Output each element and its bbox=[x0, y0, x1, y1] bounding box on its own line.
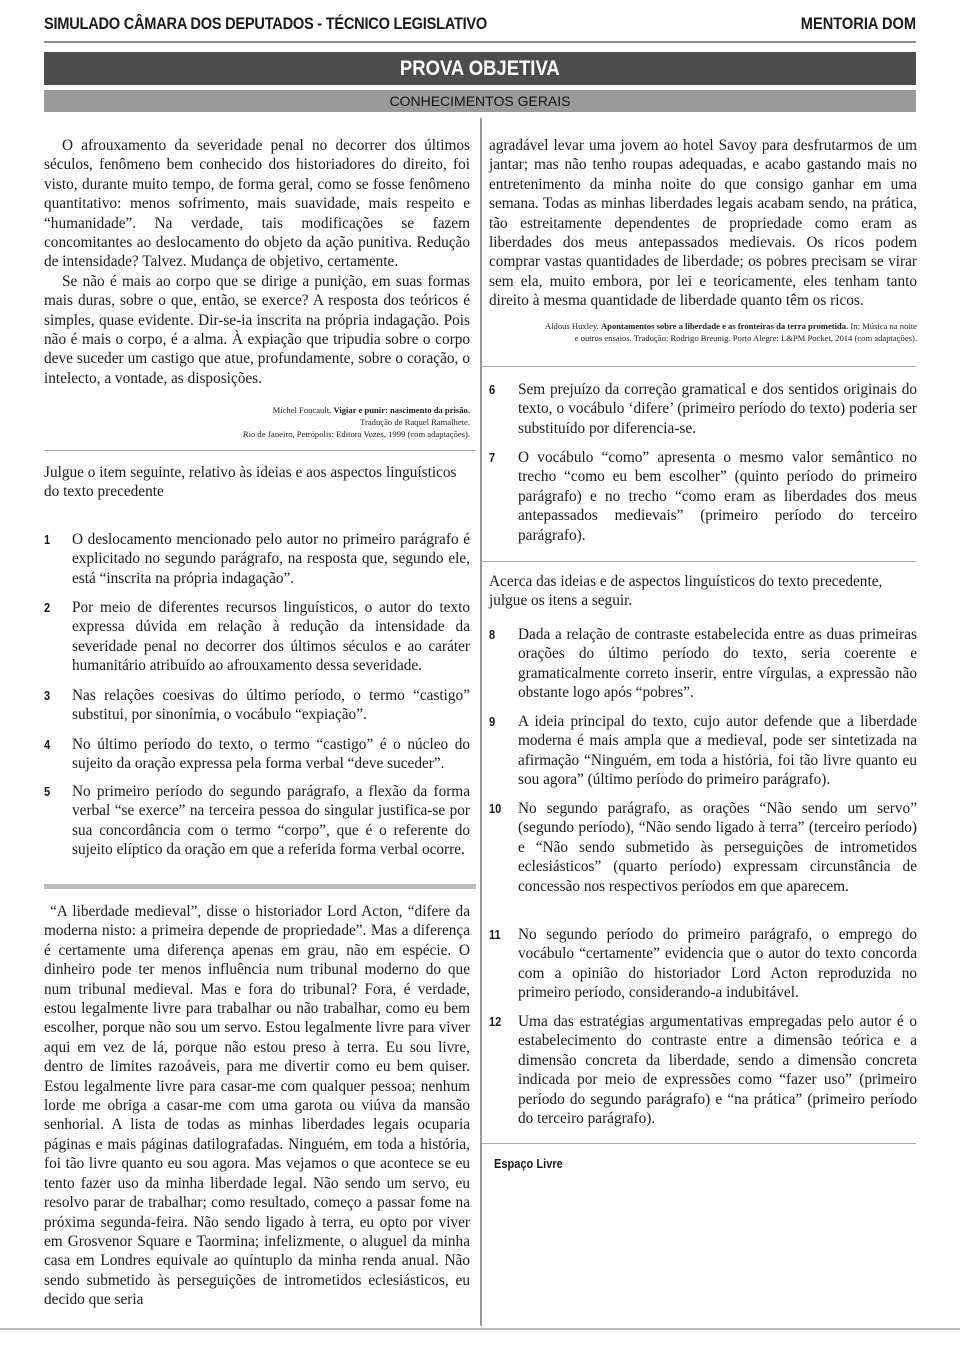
divider bbox=[44, 884, 476, 889]
question-item[interactable] bbox=[489, 448, 917, 545]
text-huxley bbox=[44, 902, 470, 1310]
paragraph: O afrouxamento da severidade penal no decorrer dos últimos séculos, fenômeno bem conhecido dos historiadores do direito, foi visto, durante muito tempo, de forma geral, como se fosse fenômeno quantitativo: menos sofrimento, mais suavidade, mais respeito e “humanidade”. Na verdade, tais modificações se fazem concomitantes ao deslocamento do objeto da ação punitiva. Redução de intensidade? Talvez. Mudança de objetivo, certamente. bbox=[44, 137, 470, 271]
ref-rest: In: Música na noite bbox=[850, 321, 917, 331]
question-item[interactable] bbox=[44, 598, 470, 676]
free-space-label: Espaço Livre bbox=[494, 1156, 563, 1171]
question-number: 12 bbox=[489, 1014, 502, 1029]
ref-line: Rio de Janeiro, Petrópolis: Editora Vozes, 1999 (com adaptações). bbox=[242, 429, 470, 439]
question-number: 4 bbox=[44, 737, 51, 752]
text-reference bbox=[489, 320, 917, 344]
text-foucault bbox=[44, 136, 470, 388]
ref-title: Apontamentos sobre a liberdade e as fronteiras da terra prometida. bbox=[600, 321, 849, 331]
question-item[interactable] bbox=[489, 625, 917, 703]
question-item[interactable] bbox=[489, 712, 917, 790]
question-text: Dada a relação de contraste estabelecida entre as duas primeiras orações do último período do texto, seria coerente e gramaticalmente correto inserir, entre vírgulas, a expressão não obstante logo após “pobres”. bbox=[518, 626, 917, 702]
section-band bbox=[44, 52, 916, 85]
question-text: O vocábulo “como” apresenta o mesmo valor semântico no trecho “como eu bem escolher” (quinto período do primeiro parágrafo) e no trecho “como eram as liberdades dos meus antepassados medievais” (primeiro período do terceiro parágrafo). bbox=[518, 449, 917, 544]
question-number: 11 bbox=[489, 927, 501, 942]
text-huxley-continued bbox=[489, 136, 917, 311]
section-title: PROVA OBJETIVA bbox=[400, 57, 560, 80]
ref-author: Michel Foucault. bbox=[272, 405, 332, 415]
question-text: A ideia principal do texto, cujo autor defende que a liberdade moderna é mais ampla que a medieval, pode ser sintetizada na afirmação “Ninguém, em toda a história, foi tão livre quanto eu sou agora” (último período do primeiro parágrafo). bbox=[518, 713, 917, 789]
ref-line: Tradução de Raquel Ramalhete. bbox=[360, 417, 470, 427]
question-text: No último período do texto, o termo “castigo” é o núcleo do sujeito da oração expressa pela forma verbal “deve suceder”. bbox=[72, 736, 470, 773]
question-item[interactable] bbox=[44, 782, 470, 860]
paragraph: agradável levar uma jovem ao hotel Savoy para desfrutarmos de um jantar; mas não tenho roupas adequadas, e acabo gastando mais no entretenimento da minha noite do que consigo ganhar em uma semana. Todas as minhas liberdades legais acabam sendo, na prática, tão estreitamente dependentes de propriedade como eram as liberdades dos meus antepassados medievais. Os ricos podem comprar vastas quantidades de liberdade; os pobres precisam se virar sem ela, muito embora, por lei e teoricamente, eles tenham tanto direito à mesma quantidade de liberdade quanto têm os ricos. bbox=[489, 137, 917, 310]
ref-line: e outros ensaios. Tradução: Rodrigo Breunig. Porto Alegre: L&PM Pocket, 2014 (com adaptações). bbox=[574, 333, 917, 343]
question-number: 8 bbox=[489, 627, 496, 642]
question-text: Por meio de diferentes recursos linguísticos, o autor do texto expressa dúvida em relação à redução da intensidade da severidade penal no decorrer dos últimos séculos e ao caráter humanitário atribuído ao afrouxamento dessa severidade. bbox=[72, 599, 470, 675]
divider bbox=[482, 366, 916, 367]
question-number: 10 bbox=[489, 801, 502, 816]
question-item[interactable] bbox=[44, 686, 470, 725]
divider bbox=[44, 450, 476, 451]
question-item[interactable] bbox=[489, 799, 917, 896]
question-item[interactable] bbox=[489, 925, 917, 1003]
question-text: No primeiro período do segundo parágrafo, a flexão da forma verbal “se exerce” na terceira pessoa do singular justifica-se por sua concordância com o termo “corpo”, que é o referente do sujeito elíptico da oração em que a referida forma verbal ocorre. bbox=[72, 783, 470, 859]
question-number: 9 bbox=[489, 714, 496, 729]
question-number: 6 bbox=[489, 382, 496, 397]
question-item[interactable] bbox=[44, 530, 470, 588]
question-text: Nas relações coesivas do último período, o termo “castigo” substitui, por sinonímia, o vocábulo “expiação”. bbox=[72, 687, 470, 724]
paragraph: Se não é mais ao corpo que se dirige a punição, em suas formas mais duras, sobre o que, então, se exerce? A resposta dos teóricos é simples, quase evidente. Dir-se-ia inscrita na própria indagação. Pois não é mais o corpo, é a alma. À expiação que tripudia sobre o corpo deve suceder um castigo que atue, profundamente, sobre o coração, o intelecto, a vontade, as disposições. bbox=[44, 272, 470, 387]
question-number: 5 bbox=[44, 784, 51, 799]
question-item[interactable] bbox=[489, 380, 917, 438]
question-number: 3 bbox=[44, 688, 51, 703]
header-divider bbox=[44, 41, 916, 43]
question-number: 1 bbox=[44, 532, 51, 547]
instruction: Julgue o item seguinte, relativo às ideias e aos aspectos linguísticos do texto precedente bbox=[44, 464, 457, 501]
brand-name: MENTORIA DOM bbox=[800, 14, 916, 33]
question-text: O deslocamento mencionado pelo autor no primeiro parágrafo é explicitado no segundo parágrafo, na resposta que, segundo ele, está “inscrita na própria indagação”. bbox=[72, 531, 470, 587]
question-text: Sem prejuízo da correção gramatical e dos sentidos originais do texto, o vocábulo ‘difere’ (primeiro período do texto) poderia ser substituído por diferencia-se. bbox=[518, 381, 917, 437]
instruction: Acerca das ideias e de aspectos linguísticos do texto precedente, julgue os itens a seguir. bbox=[489, 573, 883, 610]
question-number: 2 bbox=[44, 600, 51, 615]
column-divider bbox=[480, 118, 482, 1326]
question-text: No segundo período do primeiro parágrafo, o emprego do vocábulo “certamente” evidencia que o autor do texto concorda com a opinião do historiador Lord Acton reproduzida no primeiro período, considerando-a indubitável. bbox=[518, 926, 917, 1002]
divider bbox=[482, 1143, 916, 1144]
ref-title: Vigiar e punir: nascimento da prisão. bbox=[333, 405, 470, 415]
question-number: 7 bbox=[489, 450, 496, 465]
divider bbox=[482, 561, 916, 562]
exam-title: SIMULADO CÂMARA DOS DEPUTADOS - TÉCNICO LEGISLATIVO bbox=[44, 14, 488, 33]
text-reference bbox=[160, 404, 470, 440]
section-subtitle: CONHECIMENTOS GERAIS bbox=[44, 90, 916, 112]
question-item[interactable] bbox=[489, 1012, 917, 1128]
page-bottom-rule bbox=[0, 1328, 960, 1330]
paragraph: “A liberdade medieval”, disse o historiador Lord Acton, “difere da moderna nisto: a primeira depende de propriedade”. Mas a diferença é certamente uma diferença apenas em grau, não em espécie. O dinheiro pode ter menos influência num tribunal moderno do que num tribunal medieval. Mas e fora do tribunal? Fora, é verdade, estou legalmente livre para trabalhar ou não trabalhar, como eu bem escolher, porque não sou um servo. Estou legalmente livre para viver aqui em vez de lá, porque não estou preso à terra. Eu sou livre, dentro de limites razoáveis, para me divertir como eu bem quiser. Estou legalmente livre para casar-me com qualquer pessoa; nenhum lorde me obriga a casar-me com uma garota ou viúva da mansão senhorial. A lista de todas as minhas liberdades legais ocuparia páginas e mais páginas datilografadas. Ninguém, em toda a história, foi tão livre quanto eu sou agora. Mas vejamos o que acontece se eu tento fazer uso da minha liberdade legal. Não sendo um servo, eu resolvo parar de trabalhar; como resultado, começo a passar fome na próxima segunda-feira. Não sendo ligado à terra, eu opto por viver em Grosvenor Square e Taormina; infelizmente, o aluguel da minha casa em Londres equivale ao quíntuplo da minha renda anual. Não sendo submetido às perseguições de intrometidos eclesiásticos, eu decido que seria bbox=[44, 903, 470, 1309]
question-text: Uma das estratégias argumentativas empregadas pelo autor é o estabelecimento do contraste entre a dimensão teórica e a dimensão concreta da liberdade, sendo a dimensão concreta indicada por meio de expressões como “fazer uso” (primeiro período do segundo parágrafo) e “na prática” (primeiro período do terceiro parágrafo). bbox=[518, 1013, 917, 1128]
question-text: No segundo parágrafo, as orações “Não sendo um servo” (segundo período), “Não sendo ligado à terra” (terceiro período) e “Não sendo submetido às perseguições de intrometidos eclesiásticos” (quarto período) expressam circunstância de concessão nos respectivos períodos em que aparecem. bbox=[518, 800, 917, 895]
ref-author: Aldous Huxley. bbox=[544, 321, 599, 331]
question-item[interactable] bbox=[44, 735, 470, 774]
